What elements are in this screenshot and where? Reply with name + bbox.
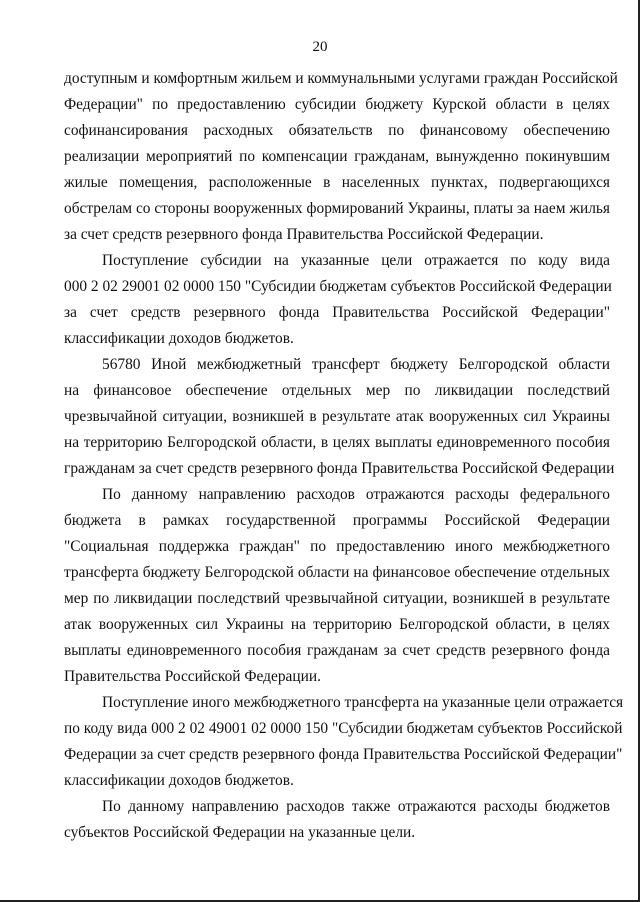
text-line: трансферта бюджету Белгородской области на финансовое обеспечение отдельных — [64, 564, 610, 581]
text-line: доступным и комфортным жильем и коммунальными услугами граждан Российской — [64, 70, 618, 87]
text-line: обстрелам со стороны вооруженных формирований Украины, платы за наем жилья — [64, 200, 610, 217]
text-line: классификации доходов бюджетов. — [64, 330, 294, 347]
text-line: 000 2 02 29001 02 0000 150 "Субсидии бюджетам субъектов Российской Федерации — [64, 278, 612, 295]
text-line: Поступление иного межбюджетного трансферта на указанные цели отражается — [102, 694, 624, 711]
text-line: Правительства Российской Федерации. — [64, 668, 321, 685]
paragraph-receipt-transfer — [64, 690, 624, 794]
text-line: выплаты единовременного пособия гражданам за счет средств резервного фонда — [64, 642, 610, 659]
text-line: чрезвычайной ситуации, возникшей в результате атак вооруженных сил Украины — [64, 408, 610, 425]
text-line: По данному направлению расходов также отражаются расходы бюджетов — [102, 798, 610, 815]
text-line: атак вооруженных сил Украины на территорию Белгородской области, в целях — [64, 616, 610, 633]
text-line: Федерации" по предоставлению субсидии бюджету Курской области в целях — [64, 96, 610, 113]
text-line: за счет средств резервного фонда Правительства Российской Федерации. — [64, 226, 544, 243]
text-line: гражданам за счет средств резервного фонда Правительства Российской Федерации — [64, 460, 615, 477]
page-number: 20 — [312, 39, 328, 55]
text-line: "Социальная поддержка граждан" по предоставлению иного межбюджетного — [64, 538, 610, 555]
paragraph-continuation — [64, 66, 618, 248]
paragraph-expenses-regional — [64, 794, 610, 846]
text-line: по коду вида 000 2 02 49001 02 0000 150 "Субсидии бюджетам субъектов Российской — [64, 720, 623, 737]
text-line: реализации мероприятий по компенсации гражданам, вынужденно покинувшим — [64, 148, 610, 165]
text-line: Поступление субсидии на указанные цели отражается по коду вида — [102, 252, 610, 269]
document-body — [64, 66, 624, 846]
paragraph-expenses-federal — [64, 482, 610, 690]
text-line: на территорию Белгородской области, в целях выплаты единовременного пособия — [64, 434, 610, 451]
paragraph-receipt-subsidy — [64, 248, 610, 352]
text-line: классификации доходов бюджетов. — [64, 772, 294, 789]
text-line: за счет средств резервного фонда Правительства Российской Федерации" — [64, 304, 610, 321]
text-line: софинансирования расходных обязательств по финансовому обеспечению — [64, 122, 610, 139]
text-line: на финансовое обеспечение отдельных мер по ликвидации последствий — [64, 382, 610, 399]
text-line: жилые помещения, расположенные в населенных пунктах, подвергающихся — [64, 174, 610, 191]
text-line: 56780 Иной межбюджетный трансферт бюджету Белгородской области — [102, 356, 610, 373]
text-line: Федерации за счет средств резервного фонда Правительства Российской Федерации" — [64, 746, 623, 763]
text-line: субъектов Российской Федерации на указанные цели. — [64, 824, 416, 841]
paragraph-code-56780 — [64, 352, 615, 482]
text-line: мер по ликвидации последствий чрезвычайной ситуации, возникшей в результате — [64, 590, 610, 607]
text-line: По данному направлению расходов отражаются расходы федерального — [102, 486, 610, 503]
text-line: бюджета в рамках государственной программы Российской Федерации — [64, 512, 610, 529]
